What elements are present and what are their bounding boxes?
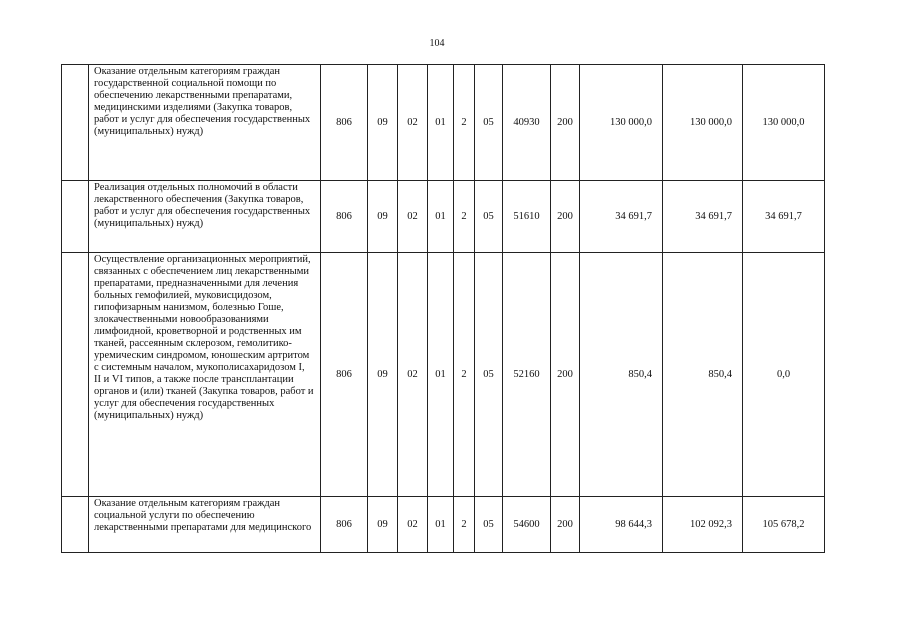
row-number-cell [62, 181, 89, 253]
direction-code-cell: 40930 [503, 65, 551, 181]
program-code-cell: 01 [428, 253, 454, 497]
activity-code-cell: 05 [475, 65, 503, 181]
expense-name-cell: Осуществление организационных мероприятий, связанных с обеспечением лиц лекарственными препаратами, предназначенными для лечения больных гемофилией, муковисцидозом, гипофизарным нанизмом, болезнью Гоше, злокачественными новообразованиями лимфоидной, кроветворной и родственных им тканей, рассеянным склерозом, гемолитико-уремическим синдромом, юношеским артритом с системным началом, мукополисахаридозом I, II и VI типов, а также после трансплантации органов и (или) тканей (Закупка товаров, работ и услуг для обеспечения государственных (муниципальных) нужд) [89, 253, 321, 497]
amount-year1-cell: 34 691,7 [580, 181, 663, 253]
expense-type-cell: 200 [551, 497, 580, 553]
program-code-cell: 01 [428, 497, 454, 553]
table-row [62, 497, 825, 553]
expense-type-cell: 200 [551, 253, 580, 497]
ved-code-cell: 806 [321, 497, 368, 553]
activity-code-cell: 05 [475, 253, 503, 497]
direction-code-cell: 51610 [503, 181, 551, 253]
section-code-cell: 09 [368, 65, 398, 181]
expense-type-cell: 200 [551, 65, 580, 181]
program-code-cell: 01 [428, 181, 454, 253]
amount-year2-cell: 850,4 [663, 253, 743, 497]
subprogram-code-cell: 2 [454, 65, 475, 181]
section-code-cell: 09 [368, 181, 398, 253]
table-row [62, 65, 825, 181]
expense-name-cell: Оказание отдельным категориям граждан социальной услуги по обеспечению лекарственными препаратами для медицинского [89, 497, 321, 553]
subprogram-code-cell: 2 [454, 497, 475, 553]
amount-year2-cell: 34 691,7 [663, 181, 743, 253]
budget-table [61, 64, 825, 553]
expense-type-cell: 200 [551, 181, 580, 253]
activity-code-cell: 05 [475, 181, 503, 253]
section-code-cell: 09 [368, 253, 398, 497]
ved-code-cell: 806 [321, 253, 368, 497]
subsection-code-cell: 02 [398, 181, 428, 253]
amount-year3-cell: 0,0 [743, 253, 825, 497]
subsection-code-cell: 02 [398, 253, 428, 497]
activity-code-cell: 05 [475, 497, 503, 553]
amount-year3-cell: 105 678,2 [743, 497, 825, 553]
amount-year3-cell: 130 000,0 [743, 65, 825, 181]
ved-code-cell: 806 [321, 65, 368, 181]
direction-code-cell: 54600 [503, 497, 551, 553]
ved-code-cell: 806 [321, 181, 368, 253]
amount-year1-cell: 130 000,0 [580, 65, 663, 181]
table-row [62, 253, 825, 497]
row-number-cell [62, 65, 89, 181]
page-number: 104 [429, 38, 445, 49]
expense-name-cell: Реализация отдельных полномочий в области лекарственного обеспечения (Закупка товаров, работ и услуг для обеспечения государственных (муниципальных) нужд) [89, 181, 321, 253]
amount-year1-cell: 98 644,3 [580, 497, 663, 553]
section-code-cell: 09 [368, 497, 398, 553]
table-row [62, 181, 825, 253]
amount-year3-cell: 34 691,7 [743, 181, 825, 253]
amount-year2-cell: 102 092,3 [663, 497, 743, 553]
subsection-code-cell: 02 [398, 497, 428, 553]
row-number-cell [62, 253, 89, 497]
direction-code-cell: 52160 [503, 253, 551, 497]
amount-year2-cell: 130 000,0 [663, 65, 743, 181]
subprogram-code-cell: 2 [454, 181, 475, 253]
expense-name-cell: Оказание отдельным категориям граждан государственной социальной помощи по обеспечению лекарственными препаратами, медицинскими изделиями (Закупка товаров, работ и услуг для обеспечения государственных (муниципальных) нужд) [89, 65, 321, 181]
amount-year1-cell: 850,4 [580, 253, 663, 497]
row-number-cell [62, 497, 89, 553]
subsection-code-cell: 02 [398, 65, 428, 181]
subprogram-code-cell: 2 [454, 253, 475, 497]
program-code-cell: 01 [428, 65, 454, 181]
